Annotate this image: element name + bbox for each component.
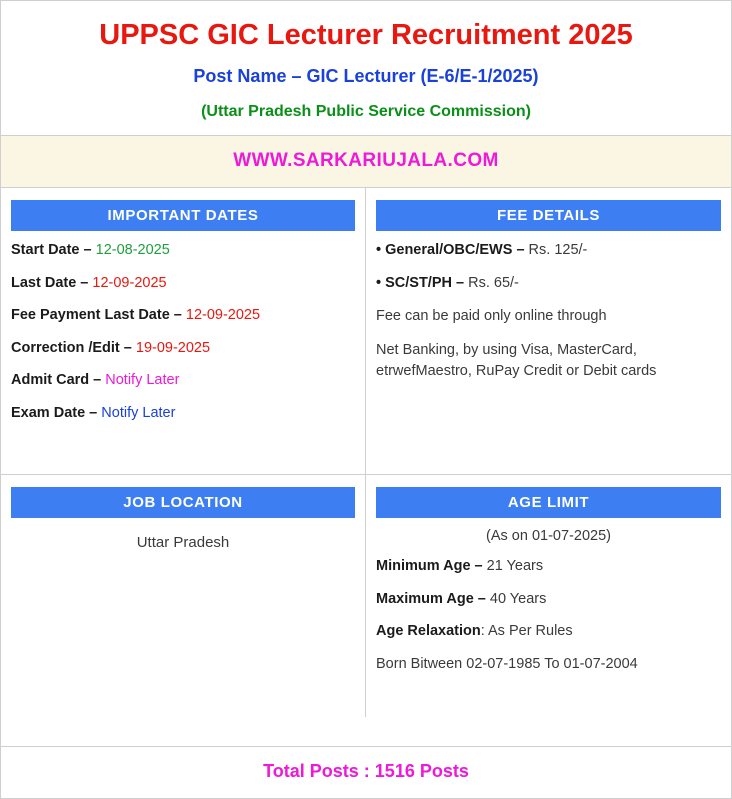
total-posts-text: Total Posts : 1516 Posts [263,761,469,781]
website-band [1,136,731,188]
poster-footer [1,746,731,798]
age-limit-heading: AGE LIMIT [376,487,721,518]
fee-bullet-marker: • [376,274,386,291]
minimum-age-value: 21 Years [486,558,544,575]
minimum-age-label: Minimum Age – [376,558,487,575]
age-relaxation-label: Age Relaxation [376,623,481,640]
list-item [11,274,355,294]
correction-edit-label: Correction /Edit – [11,339,136,356]
fee-payment-note-line-2: Net Banking, by using Visa, MasterCard, etrwefMaestro, RuPay Credit or Debit cards [376,342,657,380]
page-title: UPPSC GIC Lecturer Recruitment 2025 [99,19,633,51]
last-date-label: Last Date – [11,274,93,291]
start-date-label: Start Date – [11,242,96,259]
fee-bullet-marker: • [376,242,386,259]
fee-payment-last-date-value: 12-09-2025 [185,307,261,324]
fee-payment-note-line-1: Fee can be paid only online through [376,308,607,325]
list-item [376,557,721,577]
list-item [376,241,721,261]
correction-edit-value: 19-09-2025 [135,339,211,356]
start-date-value: 12-08-2025 [95,242,170,259]
list-item [376,622,721,642]
list-item [11,404,355,424]
fee-sc-st-ph-value: Rs. 65/- [468,274,519,291]
list-item [11,241,355,261]
admit-card-value: Notify Later [105,372,180,389]
fee-payment-last-date-label: Fee Payment Last Date – [11,307,186,324]
fee-general-label: General/OBC/EWS – [385,242,529,259]
admit-card-label: Admit Card – [11,372,106,389]
age-relaxation-value: : As Per Rules [480,623,573,640]
fee-general-value: Rs. 125/- [528,242,588,259]
list-item [11,339,355,359]
age-limit-as-on: (As on 01-07-2025) [486,528,611,545]
info-grid [1,188,731,746]
grid-row-location-age [1,475,731,717]
job-location-heading: JOB LOCATION [11,487,355,518]
maximum-age-label: Maximum Age – [376,590,490,607]
grid-row-dates-fee [1,188,731,475]
job-location-box [1,475,366,717]
post-name-subtitle: Post Name – GIC Lecturer (E-6/E-1/2025) [193,66,539,87]
fee-details-box [366,188,731,474]
list-item [11,371,355,391]
list-item [11,306,355,326]
exam-date-label: Exam Date – [11,404,102,421]
exam-date-value: Notify Later [101,404,176,421]
fee-sc-st-ph-label: SC/ST/PH – [385,274,469,291]
important-dates-box [1,188,366,474]
job-location-value: Uttar Pradesh [136,534,230,552]
age-limit-box [366,475,731,717]
fee-details-heading: FEE DETAILS [376,200,721,231]
born-between-text: Born Bitween 02-07-1985 To 01-07-2004 [376,655,638,672]
list-item [376,274,721,294]
organization-name: (Uttar Pradesh Public Service Commission) [201,102,531,120]
website-url-text: WWW.SARKARIUJALA.COM [233,150,499,172]
important-dates-heading: IMPORTANT DATES [11,200,355,231]
poster-header [1,1,731,136]
list-item [376,590,721,610]
maximum-age-value: 40 Years [489,590,547,607]
last-date-value: 12-09-2025 [92,274,167,291]
